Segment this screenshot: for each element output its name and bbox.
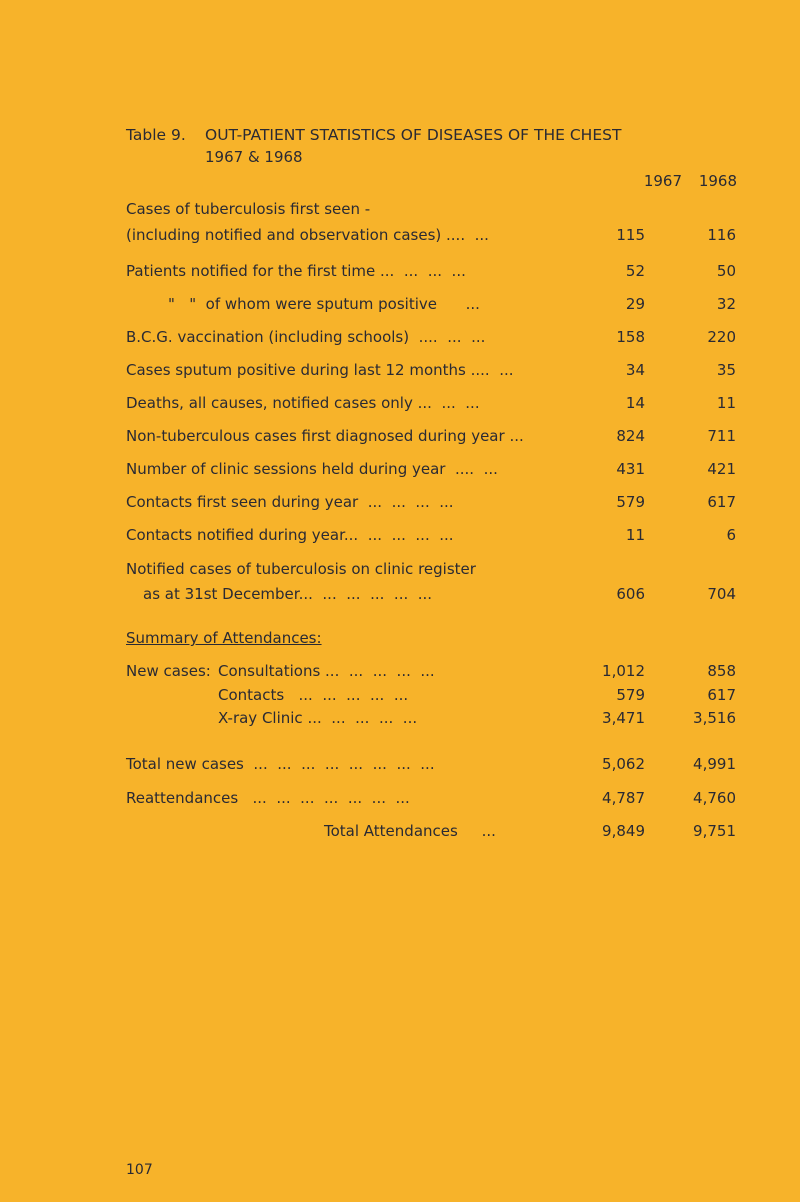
total-new-cases-label: Total new cases ... ... ... ... ... ... ... ... bbox=[126, 755, 435, 773]
value-1968: 617 bbox=[707, 493, 736, 511]
total-attendances-label: Total Attendances ... bbox=[324, 822, 496, 840]
value-1967: 606 bbox=[616, 585, 645, 603]
value-1967: 1,012 bbox=[602, 662, 645, 680]
reattendances-label: Reattendances ... ... ... ... ... ... ... bbox=[126, 789, 410, 807]
column-header-1968: 1968 bbox=[698, 172, 737, 190]
value-1968: 617 bbox=[707, 686, 736, 704]
row-label: Cases of tuberculosis first seen - bbox=[126, 200, 371, 218]
row-label: Deaths, all causes, notified cases only ... ... ... bbox=[126, 394, 480, 412]
column-header-1967: 1967 bbox=[643, 172, 682, 190]
value-1967: 824 bbox=[616, 427, 645, 445]
value-1968: 4,991 bbox=[693, 755, 736, 773]
value-1967: 9,849 bbox=[602, 822, 645, 840]
row-label: Notified cases of tuberculosis on clinic register bbox=[126, 560, 476, 578]
value-1968: 116 bbox=[707, 226, 736, 244]
value-1968: 32 bbox=[716, 295, 736, 313]
table-title: OUT-PATIENT STATISTICS OF DISEASES OF THE CHEST bbox=[205, 126, 622, 144]
value-1968: 4,760 bbox=[693, 789, 736, 807]
value-1967: 579 bbox=[616, 686, 645, 704]
row-label: Non-tuberculous cases first diagnosed during year ... bbox=[126, 427, 524, 445]
value-1968: 11 bbox=[716, 394, 736, 412]
value-1967: 4,787 bbox=[602, 789, 645, 807]
value-1968: 9,751 bbox=[693, 822, 736, 840]
row-label: Patients notified for the first time ... ... ... ... bbox=[126, 262, 466, 280]
value-1967: 115 bbox=[616, 226, 645, 244]
row-label: (including notified and observation cases) .... ... bbox=[126, 226, 489, 244]
value-1967: 431 bbox=[616, 460, 645, 478]
value-1968: 220 bbox=[707, 328, 736, 346]
value-1967: 14 bbox=[625, 394, 645, 412]
value-1967: 29 bbox=[625, 295, 645, 313]
value-1968: 35 bbox=[716, 361, 736, 379]
value-1968: 711 bbox=[707, 427, 736, 445]
value-1967: 3,471 bbox=[602, 709, 645, 727]
row-label: Contacts first seen during year ... ... ... ... bbox=[126, 493, 454, 511]
new-cases-label: New cases: bbox=[126, 662, 211, 680]
new-cases-item-label: X-ray Clinic ... ... ... ... ... bbox=[218, 709, 418, 727]
row-label: as at 31st December... ... ... ... ... ... bbox=[143, 585, 433, 603]
row-label: Cases sputum positive during last 12 months .... ... bbox=[126, 361, 514, 379]
new-cases-item-label: Contacts ... ... ... ... ... bbox=[218, 686, 409, 704]
value-1967: 5,062 bbox=[602, 755, 645, 773]
table-label: Table 9. bbox=[126, 126, 186, 144]
value-1968: 3,516 bbox=[693, 709, 736, 727]
row-label: Contacts notified during year... ... ... ... ... bbox=[126, 526, 454, 544]
row-label: Number of clinic sessions held during year .... ... bbox=[126, 460, 498, 478]
value-1968: 421 bbox=[707, 460, 736, 478]
value-1968: 704 bbox=[707, 585, 736, 603]
value-1967: 52 bbox=[625, 262, 645, 280]
summary-heading: Summary of Attendances: bbox=[126, 629, 322, 647]
table-subtitle: 1967 & 1968 bbox=[205, 148, 303, 166]
value-1968: 50 bbox=[716, 262, 736, 280]
row-label: " " of whom were sputum positive ... bbox=[168, 295, 480, 313]
value-1967: 11 bbox=[625, 526, 645, 544]
value-1967: 579 bbox=[616, 493, 645, 511]
value-1967: 158 bbox=[616, 328, 645, 346]
page-number: 107 bbox=[126, 1162, 153, 1178]
value-1968: 6 bbox=[726, 526, 736, 544]
value-1967: 34 bbox=[625, 361, 645, 379]
new-cases-item-label: Consultations ... ... ... ... ... bbox=[218, 662, 435, 680]
row-label: B.C.G. vaccination (including schools) .... ... ... bbox=[126, 328, 486, 346]
value-1968: 858 bbox=[707, 662, 736, 680]
